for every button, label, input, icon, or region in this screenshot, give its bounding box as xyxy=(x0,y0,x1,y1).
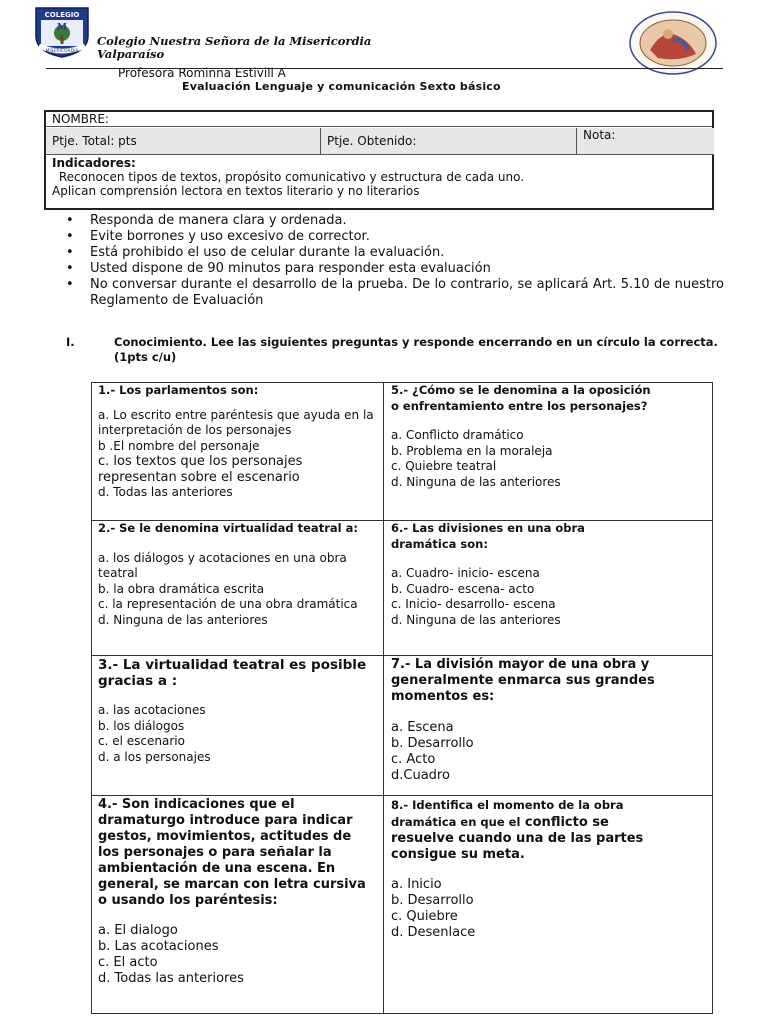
instruction-item: • Responda de manera clara y ordenada. xyxy=(66,213,724,229)
instructions-list xyxy=(66,213,724,309)
question-4 xyxy=(98,797,373,987)
answer-option[interactable]: a. El dialogo xyxy=(98,923,178,938)
answer-option[interactable]: c. la representación de una obra dramática xyxy=(98,597,358,611)
question-5 xyxy=(391,383,661,490)
question-title: 7.- La división mayor de una obra y generalmente enmarca sus grandes momentos es: xyxy=(391,657,655,704)
name-label: NOMBRE: xyxy=(52,112,109,126)
teacher-name: Profesora Rominna Estivill A xyxy=(118,66,286,80)
answer-option[interactable]: b. Problema en la moraleja xyxy=(391,443,553,458)
question-2 xyxy=(98,521,378,628)
instruction-item: • No conversar durante el desarrollo de la prueba. De lo contrario, se aplicará Art. 5.10 de nuestro Reglamento de Evaluación xyxy=(66,277,724,309)
school-name-line1: Colegio Nuestra Señora de la Misericordia xyxy=(97,34,372,48)
indicators-label: Indicadores: xyxy=(52,156,136,170)
logo-letter: M xyxy=(57,23,67,33)
answer-option[interactable]: d. Ninguna de las anteriores xyxy=(391,612,561,627)
answer-option[interactable]: a. Cuadro- inicio- escena xyxy=(391,566,540,580)
answer-option[interactable]: d. Todas las anteriores xyxy=(98,971,244,986)
answer-option[interactable]: c. Inicio- desarrollo- escena xyxy=(391,597,556,611)
school-name xyxy=(97,35,371,61)
answer-option[interactable]: c. los textos que los personajes representan sobre el escenario xyxy=(98,454,303,485)
answer-option[interactable]: b. Las acotaciones xyxy=(98,939,219,954)
answer-option[interactable]: d. Desenlace xyxy=(391,925,476,940)
answer-option[interactable]: a. Escena xyxy=(391,720,454,735)
school-name-line2: Valparaíso xyxy=(97,47,165,61)
answer-option[interactable]: b .El nombre del personaje xyxy=(98,438,260,453)
answer-option[interactable]: a. las acotaciones xyxy=(98,703,206,717)
question-title: 4.- Son indicaciones que el dramaturgo introduce para indicar gestos, movimientos, actitudes de los personajes o para señalar la ambientación de una escena. En general, se marcan con letra cursiva o usando los paréntesis: xyxy=(98,797,366,908)
answer-option[interactable]: c. El acto xyxy=(98,955,158,970)
answer-option[interactable]: c. el escenario xyxy=(98,734,185,748)
question-title: 1.- Los parlamentos son: xyxy=(98,383,259,397)
question-7 xyxy=(391,657,701,784)
answer-option[interactable]: b. Desarrollo xyxy=(391,736,474,751)
answer-option[interactable]: d. a los personajes xyxy=(98,749,211,764)
answer-option[interactable]: a. Lo escrito entre paréntesis que ayuda en la interpretación de los personajes xyxy=(98,407,374,437)
answer-option[interactable]: a. Conflicto dramático xyxy=(391,428,524,442)
answer-option[interactable]: d. Ninguna de las anteriores xyxy=(391,474,561,489)
instruction-item: • Está prohibido el uso de celular durante la evaluación. xyxy=(66,245,724,261)
grade-cell[interactable]: Nota: xyxy=(583,128,616,142)
logo-text: COLEGIO xyxy=(44,11,80,19)
question-1 xyxy=(98,383,378,501)
total-points-cell: Ptje. Total: pts xyxy=(46,128,321,155)
question-title xyxy=(391,797,656,863)
question-title-part: 8.- Identifica el momento de la obra dramática en que el xyxy=(391,798,624,829)
question-title: 5.- ¿Cómo se le denomina a la oposición o enfrentamiento entre los personajes? xyxy=(391,383,651,413)
answer-option[interactable]: b. los diálogos xyxy=(98,718,185,733)
indicator-1: Reconocen tipos de textos, propósito comunicativo y estructura de cada uno. xyxy=(55,170,525,184)
answer-option[interactable]: d. Ninguna de las anteriores xyxy=(98,612,268,627)
column-divider xyxy=(383,382,384,1014)
answer-option[interactable]: a. Inicio xyxy=(391,877,442,892)
answer-option[interactable]: b. Desarrollo xyxy=(391,893,474,908)
question-title: 6.- Las divisiones en una obra dramática son: xyxy=(391,521,585,551)
indicator-2: Aplican comprensión lectora en textos literario y no literarios xyxy=(52,184,420,198)
points-row xyxy=(46,128,714,155)
answer-option[interactable]: b. la obra dramática escrita xyxy=(98,581,265,596)
question-6 xyxy=(391,521,641,628)
answer-option[interactable]: d.Cuadro xyxy=(391,768,450,783)
answer-option[interactable]: b. Cuadro- escena- acto xyxy=(391,581,535,596)
instruction-item: • Usted dispone de 90 minutos para responder esta evaluación xyxy=(66,261,724,277)
school-seal xyxy=(628,10,718,76)
answer-option[interactable]: c. Quiebre teatral xyxy=(391,459,497,473)
obtained-points-cell[interactable]: Ptje. Obtenido: xyxy=(321,128,577,155)
instruction-item: • Evite borrones y uso excesivo de corrector. xyxy=(66,229,724,245)
row-divider xyxy=(91,795,713,796)
school-logo xyxy=(33,6,91,58)
section-instructions: Conocimiento. Lee las siguientes preguntas y responde encerrando en un círculo la correcta. (1pts c/u) xyxy=(114,335,718,364)
row-divider xyxy=(91,655,713,656)
question-title-part: conflicto se resuelve cuando una de las partes consigue su meta. xyxy=(391,815,644,862)
evaluation-title: Evaluación Lenguaje y comunicación Sexto básico xyxy=(182,80,501,93)
answer-option[interactable]: d. Todas las anteriores xyxy=(98,485,233,499)
logo-ribbon: MISERICORDIA xyxy=(45,49,79,54)
question-title: 3.- La virtualidad teatral es posible gracias a : xyxy=(98,657,367,689)
section-number: I. xyxy=(66,335,75,349)
question-3 xyxy=(98,657,368,765)
name-field[interactable] xyxy=(46,112,712,127)
answer-option[interactable]: c. Quiebre xyxy=(391,909,458,924)
answer-option[interactable]: a. los diálogos y acotaciones en una obra teatral xyxy=(98,550,347,580)
question-title: 2.- Se le denomina virtualidad teatral a: xyxy=(98,521,358,535)
question-8 xyxy=(391,797,656,941)
answer-option[interactable]: c. Acto xyxy=(391,752,436,767)
